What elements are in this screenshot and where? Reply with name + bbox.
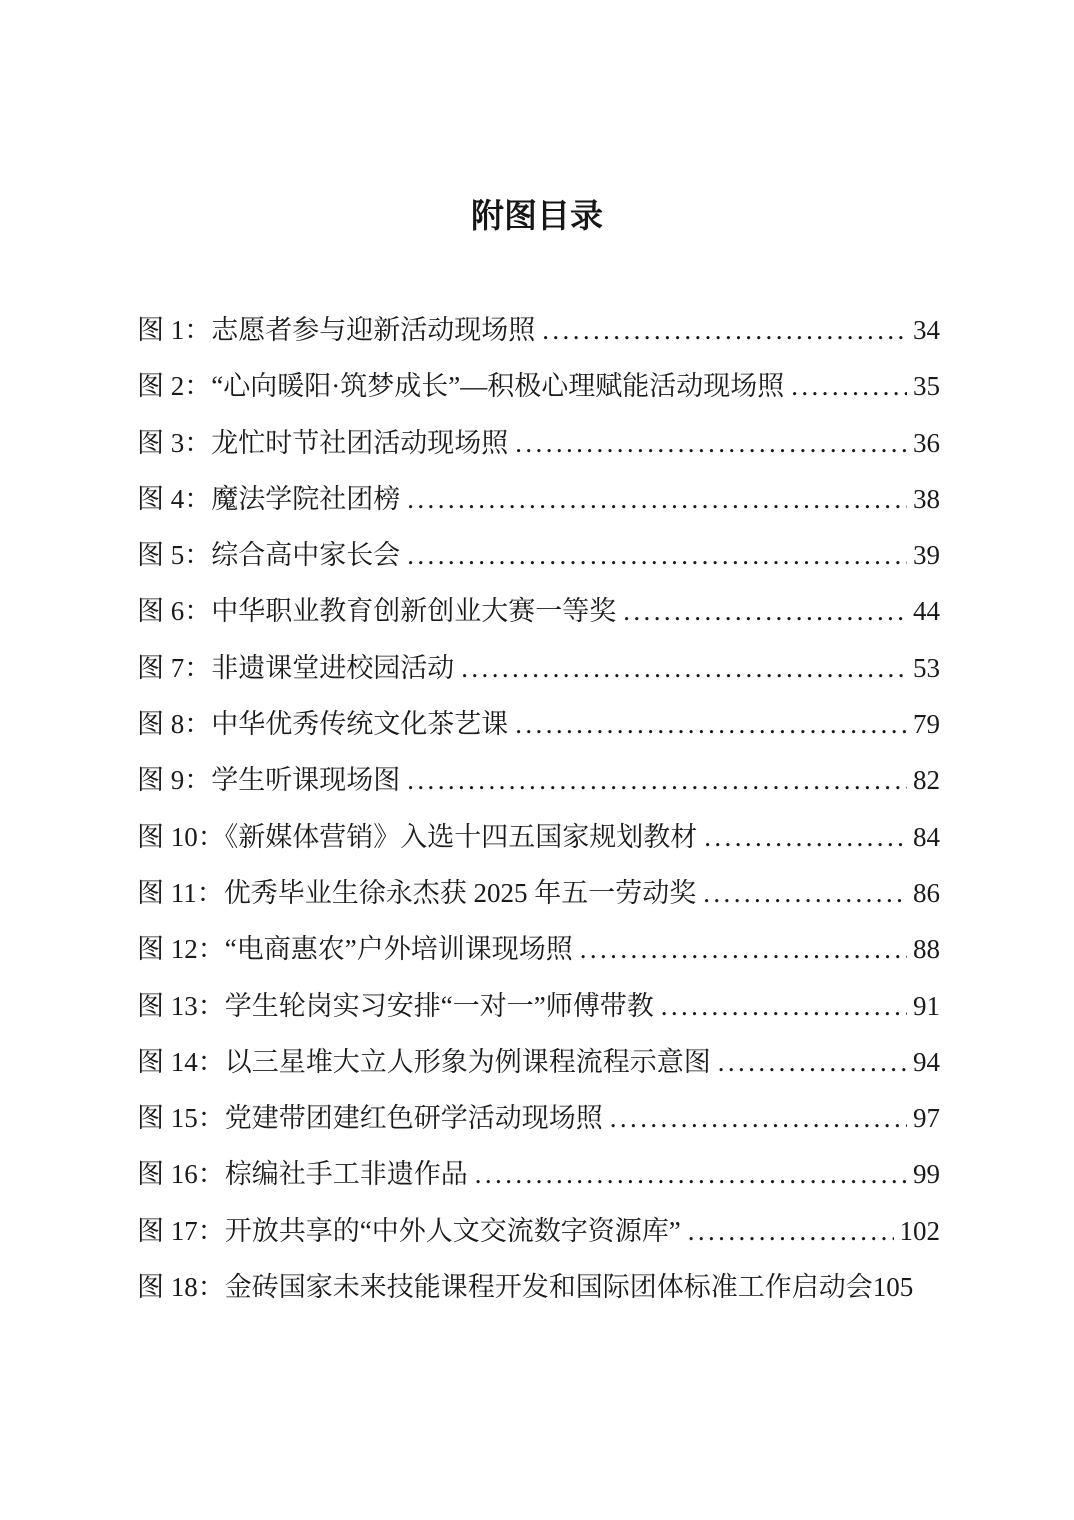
toc-entry-label: 图 7：非遗课堂进校园活动 (137, 652, 455, 683)
toc-entry-label: 图 12：“电商惠农”户外培训课现场照 (137, 934, 573, 965)
toc-entry-page: 36 (913, 427, 940, 458)
toc-entry-page: 86 (913, 877, 940, 908)
list-of-figures (137, 302, 940, 1315)
dot-leader (704, 809, 907, 865)
toc-entry[interactable] (137, 978, 940, 1034)
toc-entry[interactable] (137, 1203, 940, 1259)
toc-entry-page: 105 (872, 1272, 914, 1303)
toc-entry[interactable] (137, 358, 940, 414)
toc-entry-page: 94 (913, 1046, 940, 1077)
toc-entry[interactable] (137, 640, 940, 696)
dot-leader (515, 696, 907, 752)
toc-entry[interactable] (137, 527, 940, 583)
toc-entry[interactable] (137, 471, 940, 527)
toc-entry[interactable] (137, 752, 940, 808)
dot-leader (407, 527, 907, 583)
toc-entry[interactable] (137, 865, 940, 921)
toc-entry[interactable] (137, 1034, 940, 1090)
toc-entry-label: 图 8：中华优秀传统文化茶艺课 (137, 709, 509, 740)
dot-leader (461, 640, 907, 696)
dot-leader (407, 471, 907, 527)
toc-entry-label: 图 15：党建带团建红色研学活动现场照 (137, 1103, 603, 1134)
toc-entry-label: 图 13：学生轮岗实习安排“一对一”师傅带教 (137, 990, 654, 1021)
toc-entry-page: 102 (899, 1215, 940, 1246)
toc-entry[interactable] (137, 415, 940, 471)
toc-entry-label: 图 17：开放共享的“中外人文交流数字资源库” (137, 1215, 681, 1246)
toc-entry-label: 图 5：综合高中家长会 (137, 540, 401, 571)
toc-entry-label: 图 10：《新媒体营销》入选十四五国家规划教材 (137, 821, 698, 852)
toc-entry-label: 图 18：金砖国家未来技能课程开发和国际团体标准工作启动会 (137, 1272, 873, 1303)
toc-entry-page: 44 (913, 596, 940, 627)
toc-entry-label: 图 9：学生听课现场图 (137, 765, 401, 796)
dot-leader (475, 1146, 907, 1202)
dot-leader (515, 415, 907, 471)
toc-entry[interactable] (137, 583, 940, 639)
toc-entry-page: 35 (913, 371, 940, 402)
toc-entry-label: 图 3：龙忙时节社团活动现场照 (137, 427, 509, 458)
toc-entry-page: 99 (913, 1159, 940, 1190)
toc-entry[interactable] (137, 1146, 940, 1202)
toc-entry[interactable] (137, 921, 940, 977)
toc-entry-page: 79 (913, 709, 940, 740)
toc-entry-page: 82 (913, 765, 940, 796)
toc-entry-page: 39 (913, 540, 940, 571)
dot-leader (718, 1034, 907, 1090)
dot-leader (688, 1203, 894, 1259)
toc-entry[interactable] (137, 1259, 940, 1315)
toc-entry[interactable] (137, 1090, 940, 1146)
dot-leader (407, 752, 907, 808)
toc-entry-page: 91 (913, 990, 940, 1021)
toc-entry-page: 84 (913, 821, 940, 852)
toc-entry-page: 38 (913, 483, 940, 514)
dot-leader (661, 978, 907, 1034)
toc-entry-page: 97 (913, 1103, 940, 1134)
toc-entry-label: 图 6：中华职业教育创新创业大赛一等奖 (137, 596, 617, 627)
dot-leader (580, 921, 907, 977)
dot-leader (610, 1090, 907, 1146)
dot-leader (791, 358, 907, 414)
page-title: 附图目录 (471, 197, 603, 234)
toc-entry[interactable] (137, 302, 940, 358)
dot-leader (542, 302, 907, 358)
toc-entry-label: 图 1：志愿者参与迎新活动现场照 (137, 315, 536, 345)
toc-entry-label: 图 2：“心向暖阳·筑梦成长”—积极心理赋能活动现场照 (137, 371, 785, 402)
toc-entry-label: 图 11：优秀毕业生徐永杰获 2025 年五一劳动奖 (137, 877, 697, 908)
toc-entry[interactable] (137, 809, 940, 865)
toc-entry-page: 34 (913, 315, 940, 345)
toc-entry-label: 图 14：以三星堆大立人形象为例课程流程示意图 (137, 1046, 711, 1077)
toc-entry-label: 图 4：魔法学院社团榜 (137, 483, 401, 514)
dot-leader (703, 865, 907, 921)
toc-entry-page: 88 (913, 934, 940, 965)
toc-entry-label: 图 16：棕编社手工非遗作品 (137, 1159, 468, 1190)
toc-entry-page: 53 (913, 652, 940, 683)
dot-leader (623, 583, 907, 639)
toc-entry[interactable] (137, 696, 940, 752)
